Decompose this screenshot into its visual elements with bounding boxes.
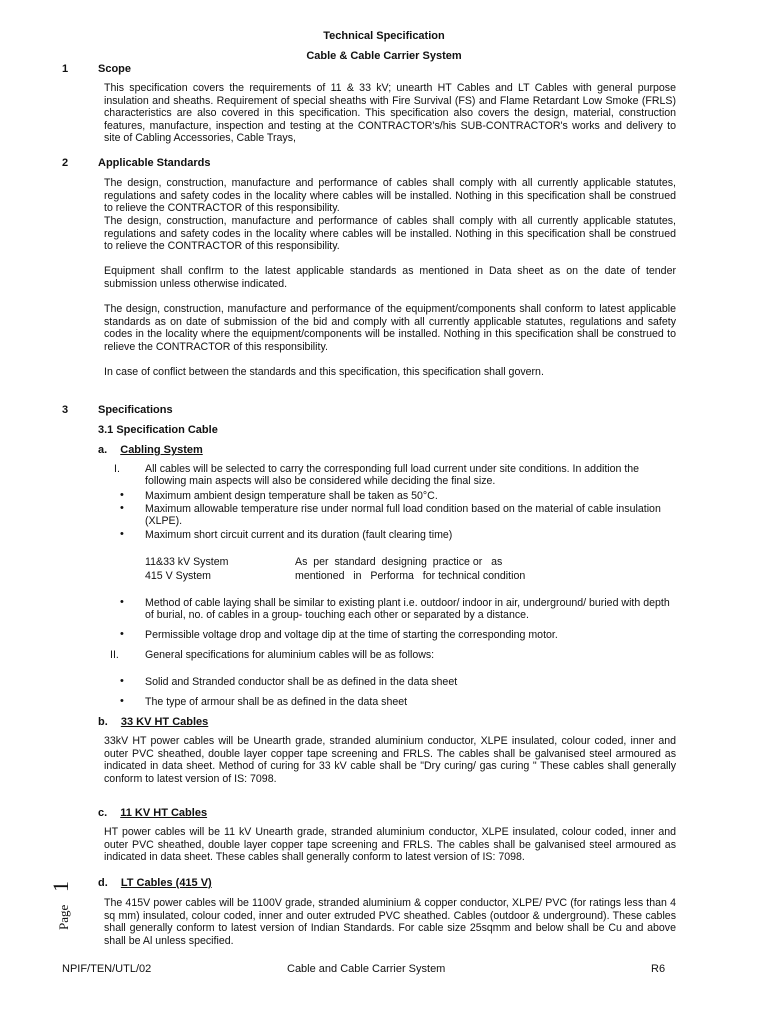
section-3-heading: Specifications [98, 404, 173, 416]
subsection-a-letter: a. [98, 444, 108, 456]
document-subtitle: Cable & Cable Carrier System [306, 50, 462, 62]
page-number: 1 [48, 881, 73, 892]
footer-revision: R6 [651, 963, 666, 975]
bullet-icon: • [120, 502, 124, 514]
ht-33kv-paragraph: 33kV HT power cables will be Unearth grade, stranded aluminium conductor, XLPE insulated, colour coded, inner and outer PVC sheathed, double layer copper tape screening and FRLS. The cables shall be galvanised steel armoured as indicated in data sheet. Method of curing for 33 kV cable shall be "Dry curing/ gas curing " These cables shall generally conform to latest version of IS: 7098. [104, 735, 676, 785]
bullet-item: Maximum ambient design temperature shall be taken as 50°C. [145, 490, 438, 502]
ht-11kv-paragraph: HT power cables will be 11 kV Unearth grade, stranded aluminium conductor, XLPE insulated, colour coded, inner and outer PVC sheathed, double layer copper tape screening and FRLS. The cables shall be galvanised steel armoured as indicated in data sheet. These cables shall generally conform to latest version of IS: 7098. [104, 826, 676, 864]
subsection-d-heading [98, 877, 212, 889]
bullet-item: Solid and Stranded conductor shall be as defined in the data sheet [145, 676, 458, 688]
aluminium-spec-text: General specifications for aluminium cables will be as follows: [145, 649, 435, 661]
subsection-c-title: 11 KV HT Cables [120, 807, 208, 819]
section-3-number: 3 [62, 404, 69, 416]
document-title: Technical Specification [323, 30, 445, 42]
section-1-number: 1 [62, 63, 69, 75]
subsection-b-heading [98, 716, 208, 728]
page-word: Page [56, 904, 71, 930]
lt-cable-paragraph: The 415V power cables will be 1100V grade, stranded aluminium & copper conductor, XLPE/ PVC (for ratings less than 4 sq mm) insulated, colour coded, inner and outer extruded PVC sheathed. Cables (outdoor & underground). These cables shall generally conform to latest version of Indian Standards. For cable size 25sqmm and below shall be Cu and above shall be Al unless specified. [104, 897, 676, 947]
bullet-icon: • [120, 528, 124, 540]
roman-numeral-1: I. [114, 463, 120, 475]
bullet-item: Maximum short circuit current and its duration (fault clearing time) [145, 529, 453, 541]
roman-numeral-2: II. [110, 649, 119, 661]
subsection-d-title: LT Cables (415 V) [120, 877, 212, 889]
system-condition-line-2: mentioned in Performa for technical condition [295, 570, 526, 582]
bullet-item: The type of armour shall be as defined in the data sheet [145, 696, 408, 708]
subsection-3-1-heading: 3.1 Specification Cable [98, 424, 218, 436]
bullet-item: Maximum allowable temperature rise under normal full load condition based on the material of cable insulation (XLPE). [145, 503, 661, 528]
standards-paragraph-1a: The design, construction, manufacture and performance of cables shall comply with all currently applicable statutes, regulations and safety codes in the locality where cables will be installed. Nothing in this specification shall be construed to relieve the CONTRACTOR of this responsibility. [104, 177, 676, 215]
section-1-heading: Scope [98, 63, 132, 75]
subsection-c-heading [98, 807, 207, 819]
subsection-a-title: Cabling System [120, 444, 203, 456]
standards-paragraph-4: In case of conflict between the standards and this specification, this specification shall govern. [104, 366, 544, 378]
cable-selection-text: All cables will be selected to carry the corresponding full load current under site conditions. In addition the following main aspects will also be considered while deciding the final size. [145, 463, 640, 488]
scope-paragraph: This specification covers the requirements of 11 & 33 kV; unearth HT Cables and LT Cables with general purpose insulation and sheaths. Requirement of special sheaths with Fire Survival (FS) and Flame Retardant Low Smoke (FRLS) characteristics are also covered in this specification. This specification also covers the design, material, construction features, manufacture, inspection and testing at the CONTRACTOR's/his SUB-CONTRACTOR's works and delivery to site of Cabling Accessories, Cable Trays, [104, 82, 676, 145]
section-2-number: 2 [62, 157, 69, 169]
bullet-icon: • [120, 695, 124, 707]
section-2-heading: Applicable Standards [98, 157, 211, 169]
standards-paragraph-2: Equipment shall confIrm to the latest applicable standards as mentioned in Data sheet as on the date of tender submission unless otherwise indicated. [104, 265, 676, 290]
system-label-11-33kv: 11&33 kV System [145, 556, 229, 568]
page-number-marker [48, 872, 76, 932]
bullet-icon: • [120, 628, 124, 640]
bullet-item: Permissible voltage drop and voltage dip at the time of starting the corresponding motor. [145, 629, 558, 641]
standards-paragraph-3: The design, construction, manufacture and performance of the equipment/components shall conform to latest applicable standards as on date of submission of the bid and comply with all currently applicable statutes, regulations and safety codes in the locality where the equipment/components will be installed. Nothing in this specification shall be construed to relieve the CONTRACTOR of this responsibility. [104, 303, 676, 353]
bullet-icon: • [120, 675, 124, 687]
subsection-d-letter: d. [98, 877, 108, 889]
bullet-icon: • [120, 489, 124, 501]
footer-doc-code: NPIF/TEN/UTL/02 [62, 963, 152, 975]
footer-doc-title: Cable and Cable Carrier System [287, 963, 446, 975]
bullet-icon: • [120, 596, 124, 608]
subsection-b-letter: b. [98, 716, 108, 728]
subsection-b-title: 33 KV HT Cables [120, 716, 209, 728]
subsection-a-heading [98, 444, 203, 456]
system-condition-line-1: As per standard designing practice or as [295, 556, 503, 568]
system-label-415v: 415 V System [145, 570, 211, 582]
bullet-item: Method of cable laying shall be similar to existing plant i.e. outdoor/ indoor in air, underground/ buried with depth of burial, no. of cables in a group- touching each other or separated by a distance. [145, 597, 670, 622]
standards-paragraph-1b: The design, construction, manufacture and performance of cables shall comply with all currently applicable statutes, regulations and safety codes in the locality where cables will be installed. Nothing in this specification shall be construed to relieve the CONTRACTOR of this responsibility. [104, 215, 676, 253]
subsection-c-letter: c. [98, 807, 108, 819]
